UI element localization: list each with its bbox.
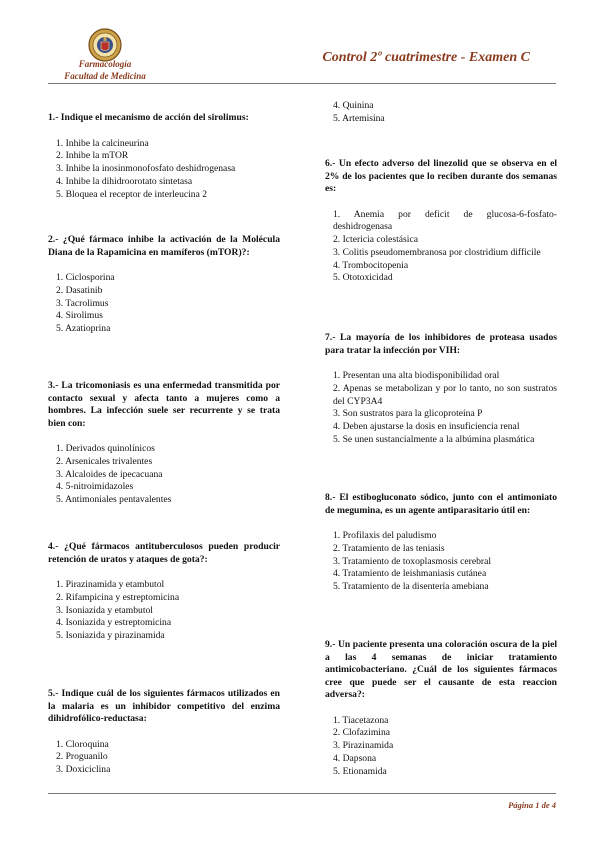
answer-option: 4. Sirolimus xyxy=(56,310,103,322)
question-text: 5.- Indique cuál de los siguientes fármacos utilizados en la malaria es un inhibidor competitivo del enzima dihidrofólico-reductasa: xyxy=(48,688,280,724)
answer-options xyxy=(333,370,557,447)
answer-option: 2. Proguanilo xyxy=(56,751,108,763)
question-text: 7.- La mayoría de los inhibidores de proteasa usados para tratar la infección por VIH: xyxy=(325,332,557,356)
answer-option: 2. Inhibe la mTOR xyxy=(56,150,129,162)
question-text: 9.- Un paciente presenta una coloración oscura de la piel a las 4 semanas de iniciar tratamiento antimicobacteriano. ¿Cuál de los siguientes fármacos cree que puede ser el causante de esta reaccion adversa?: xyxy=(325,639,557,700)
answer-options xyxy=(56,272,280,336)
answer-option: 5. Isoniazida y pirazinamida xyxy=(56,630,165,642)
answer-option: 5. Se unen sustancialmente a la albúmina plasmática xyxy=(333,433,535,445)
answer-option: 4. Quinina xyxy=(333,100,374,111)
question-9 xyxy=(325,639,557,778)
answer-option: 1. Inhibe la calcineurina xyxy=(56,137,149,149)
question-6 xyxy=(325,158,557,285)
footer-divider xyxy=(48,793,556,794)
answer-option: 3. Tratamiento de toxoplasmosis cerebral xyxy=(333,555,492,567)
answer-option: 1. Ciclosporina xyxy=(56,272,115,283)
answer-option: 4. Tratamiento de leishmaniasis cutánea xyxy=(333,568,487,580)
answer-option: 5. Azatioprina xyxy=(56,323,111,335)
question-4 xyxy=(48,541,280,643)
header-divider xyxy=(48,83,556,84)
answer-option: 2. Clofazimina xyxy=(333,727,391,739)
page-header xyxy=(0,0,600,100)
answer-options xyxy=(56,138,280,202)
answer-option: 3. Tacrolimus xyxy=(56,297,109,309)
answer-options xyxy=(333,715,557,779)
answer-option: 2. Ictericia colestásica xyxy=(333,234,418,246)
question-8 xyxy=(325,492,557,594)
answer-option: 2. Arsenicales trivalentes xyxy=(56,455,153,467)
answer-option: 2. Dasatinib xyxy=(56,284,103,296)
answer-option: 1. Anemia por deficit de glucosa-6-fosfato-deshidrogenasa xyxy=(333,208,557,233)
answer-option: 3. Doxiciclina xyxy=(56,764,111,776)
question-3 xyxy=(48,380,280,507)
answer-options xyxy=(333,209,557,286)
question-5 xyxy=(48,688,280,777)
faculty-name: Facultad de Medicina xyxy=(64,71,146,81)
question-1 xyxy=(48,112,280,201)
answer-option: 1. Pirazinamida y etambutol xyxy=(56,579,165,590)
question-7 xyxy=(325,332,557,447)
answer-option: 1. Profilaxis del paludismo xyxy=(333,530,437,541)
answer-option: 4. 5-nitroimidazoles xyxy=(56,481,134,493)
question-5-continued xyxy=(325,100,557,126)
answer-option: 1. Derivados quinolínicos xyxy=(56,443,155,454)
answer-option: 1. Presentan una alta biodisponibilidad oral xyxy=(333,370,500,381)
answer-option: 3. Pirazinamida xyxy=(333,740,394,752)
answer-option: 2. Tratamiento de las teniasis xyxy=(333,542,445,554)
answer-option: 5. Antimoniales pentavalentes xyxy=(56,494,172,506)
exam-title: Control 2º cuatrimestre - Examen C xyxy=(322,50,530,65)
answer-option: 4. Deben ajustarse la dosis en insuficiencia renal xyxy=(333,421,520,433)
question-text: 3.- La tricomoniasis es una enfermedad transmitida por contacto sexual y afecta tanto a mujeres como a hombres. La infección suele ser recurrente y se trata bien con: xyxy=(48,380,280,429)
answer-options xyxy=(333,100,557,126)
answer-option: 3. Son sustratos para la glicoproteína P xyxy=(333,408,483,420)
question-text: 2.- ¿Qué fármaco inhibe la activación de la Molécula Diana de la Rapamicina en mamíferos (mTOR)?: xyxy=(48,234,280,258)
answer-option: 5. Tratamiento de la disentería amebiana xyxy=(333,581,489,593)
page-number: Página 1 de 4 xyxy=(508,800,556,810)
answer-option: 5. Etionamida xyxy=(333,765,387,777)
answer-option: 5. Ototoxicidad xyxy=(333,272,393,284)
department-block xyxy=(40,58,170,82)
answer-option: 1. Tiacetazona xyxy=(333,714,389,726)
answer-option: 4. Isoniazida y estreptomicina xyxy=(56,617,172,629)
question-text: 1.- Indique el mecanismo de acción del sirolimus: xyxy=(48,112,249,123)
answer-options xyxy=(56,579,280,643)
answer-option: 4. Inhibe la dihidroorotato sintetasa xyxy=(56,175,193,187)
answer-option: 3. Isoniazida y etambutol xyxy=(56,604,153,616)
question-2 xyxy=(48,234,280,336)
answer-option: 3. Alcaloides de ipecacuana xyxy=(56,468,163,480)
question-text: 8.- El estibogluconato sódico, junto con el antimoniato de megumina, es un agente antiparasitario útil en: xyxy=(325,492,557,516)
answer-option: 4. Trombocitopenia xyxy=(333,259,409,271)
answer-options xyxy=(56,739,280,777)
answer-option: 5. Artemisina xyxy=(333,112,385,124)
department-name: Farmacología xyxy=(78,59,132,69)
university-seal-icon xyxy=(88,28,122,62)
answer-option: 3. Inhibe la inosinmonofosfato deshidrogenasa xyxy=(56,163,236,175)
answer-option: 1. Cloroquina xyxy=(56,738,109,750)
answer-option: 5. Bloquea el receptor de interleucina 2 xyxy=(56,188,208,200)
answer-options xyxy=(333,530,557,594)
question-text: 4.- ¿Qué fármacos antituberculosos pueden producir retención de uratos y ataques de gota?: xyxy=(48,541,280,565)
answer-option: 2. Rifampicina y estreptomicina xyxy=(56,591,180,603)
answer-option: 2. Apenas se metabolizan y por lo tanto, no son sustratos del CYP3A4 xyxy=(333,382,557,407)
answer-option: 4. Dapsona xyxy=(333,752,377,764)
question-text: 6.- Un efecto adverso del linezolid que se observa en el 2% de los pacientes que lo reciben durante dos semanas es: xyxy=(325,158,557,194)
answer-option: 3. Colitis pseudomembranosa por clostridium difficile xyxy=(333,246,541,258)
answer-options xyxy=(56,443,280,507)
